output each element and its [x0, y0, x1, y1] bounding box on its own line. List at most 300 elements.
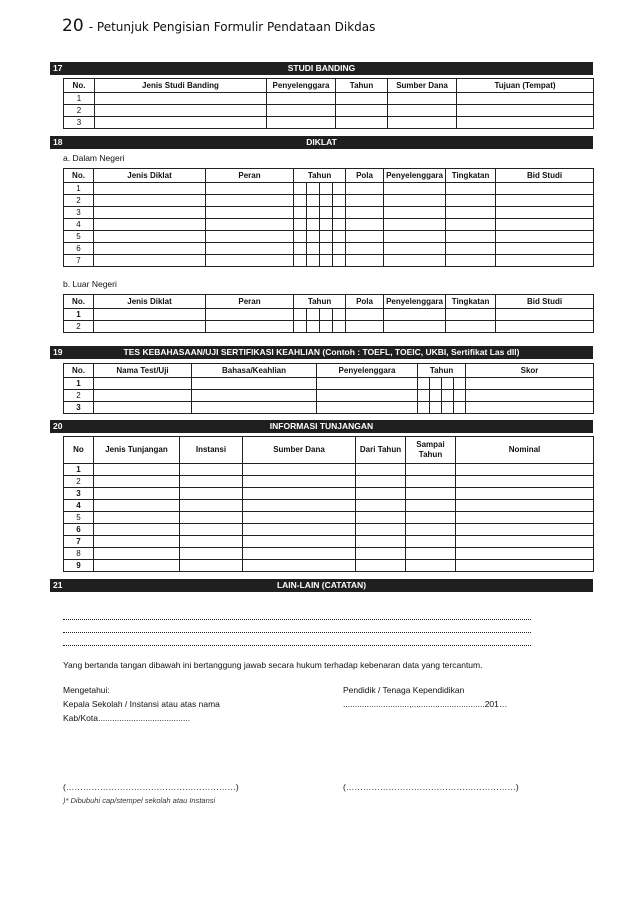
input-cell[interactable] — [294, 183, 307, 195]
section-number: 17 — [53, 63, 63, 73]
input-cell[interactable] — [94, 309, 206, 321]
input-cell[interactable] — [406, 548, 456, 560]
input-cell[interactable] — [442, 378, 454, 390]
input-cell[interactable] — [388, 105, 457, 117]
table-row — [64, 488, 594, 500]
input-cell[interactable] — [406, 512, 456, 524]
input-cell[interactable] — [384, 243, 446, 255]
input-cell[interactable] — [94, 548, 180, 560]
input-cell[interactable] — [454, 378, 466, 390]
table-row — [64, 378, 594, 390]
column-header: No — [64, 437, 94, 464]
row-number: 1 — [64, 183, 94, 195]
input-cell[interactable] — [496, 207, 594, 219]
input-cell[interactable] — [206, 309, 294, 321]
input-cell[interactable] — [243, 512, 356, 524]
input-cell[interactable] — [442, 390, 454, 402]
input-cell[interactable] — [333, 243, 346, 255]
input-cell[interactable] — [267, 117, 336, 129]
input-cell[interactable] — [406, 536, 456, 548]
column-header: Jenis Tunjangan — [94, 437, 180, 464]
input-cell[interactable] — [307, 255, 320, 267]
column-header: Bid Studi — [496, 295, 594, 309]
input-cell[interactable] — [356, 464, 406, 476]
input-cell[interactable] — [320, 195, 333, 207]
section-number: 19 — [53, 347, 63, 357]
input-cell[interactable] — [94, 500, 180, 512]
table-row — [64, 321, 594, 333]
row-number: 1 — [64, 309, 94, 321]
row-number: 1 — [64, 464, 94, 476]
input-cell[interactable] — [243, 560, 356, 572]
input-cell[interactable] — [356, 536, 406, 548]
input-cell[interactable] — [180, 524, 243, 536]
input-cell[interactable] — [446, 309, 496, 321]
input-cell[interactable] — [346, 309, 384, 321]
input-cell[interactable] — [346, 321, 384, 333]
input-cell[interactable] — [333, 207, 346, 219]
input-cell[interactable] — [446, 207, 496, 219]
diklat-dalam-negeri-table — [63, 168, 594, 267]
input-cell[interactable] — [333, 231, 346, 243]
input-cell[interactable] — [307, 183, 320, 195]
input-cell[interactable] — [384, 231, 446, 243]
input-cell[interactable] — [180, 476, 243, 488]
input-cell[interactable] — [496, 243, 594, 255]
table-row — [64, 195, 594, 207]
input-cell[interactable] — [192, 378, 317, 390]
input-cell[interactable] — [94, 183, 206, 195]
input-cell[interactable] — [384, 309, 446, 321]
row-number: 3 — [64, 488, 94, 500]
input-cell[interactable] — [294, 309, 307, 321]
column-header: Instansi — [180, 437, 243, 464]
row-number: 3 — [64, 207, 94, 219]
input-cell[interactable] — [446, 219, 496, 231]
section-bar-17 — [50, 62, 593, 75]
input-cell[interactable] — [496, 255, 594, 267]
input-cell[interactable] — [94, 512, 180, 524]
section-bar-18 — [50, 136, 593, 149]
input-cell[interactable] — [206, 231, 294, 243]
row-number: 2 — [64, 321, 94, 333]
input-cell[interactable] — [446, 195, 496, 207]
input-cell[interactable] — [446, 255, 496, 267]
column-header: Bid Studi — [496, 169, 594, 183]
input-cell[interactable] — [320, 243, 333, 255]
input-cell[interactable] — [307, 321, 320, 333]
table-row — [64, 219, 594, 231]
input-cell[interactable] — [346, 207, 384, 219]
input-cell[interactable] — [94, 321, 206, 333]
column-header: Peran — [206, 169, 294, 183]
right-signature-line: (……………………………………………………) — [343, 782, 519, 792]
row-number: 1 — [64, 93, 95, 105]
column-header: Sumber Dana — [388, 79, 457, 93]
input-cell[interactable] — [456, 476, 594, 488]
input-cell[interactable] — [356, 524, 406, 536]
input-cell[interactable] — [94, 243, 206, 255]
diklat-luar-negeri-table — [63, 294, 594, 333]
input-cell[interactable] — [496, 195, 594, 207]
input-cell[interactable] — [346, 195, 384, 207]
section-title: INFORMASI TUNJANGAN — [269, 421, 374, 431]
input-cell[interactable] — [442, 402, 454, 414]
table-row — [64, 536, 594, 548]
input-cell[interactable] — [206, 183, 294, 195]
input-cell[interactable] — [94, 378, 192, 390]
input-cell[interactable] — [333, 309, 346, 321]
input-cell[interactable] — [94, 219, 206, 231]
table-row — [64, 117, 594, 129]
input-cell[interactable] — [94, 255, 206, 267]
input-cell[interactable] — [95, 117, 267, 129]
table-row — [64, 207, 594, 219]
input-cell[interactable] — [384, 195, 446, 207]
mengetahui-label: Mengetahui: — [63, 685, 110, 695]
section-number: 18 — [53, 137, 63, 147]
input-cell[interactable] — [356, 512, 406, 524]
input-cell[interactable] — [320, 219, 333, 231]
input-cell[interactable] — [192, 402, 317, 414]
input-cell[interactable] — [94, 560, 180, 572]
input-cell[interactable] — [180, 500, 243, 512]
input-cell[interactable] — [206, 321, 294, 333]
row-number: 7 — [64, 536, 94, 548]
input-cell[interactable] — [336, 93, 388, 105]
input-cell[interactable] — [446, 183, 496, 195]
input-cell[interactable] — [406, 524, 456, 536]
input-cell[interactable] — [267, 105, 336, 117]
input-cell[interactable] — [180, 464, 243, 476]
column-header: Tahun — [336, 79, 388, 93]
input-cell[interactable] — [94, 524, 180, 536]
responsibility-statement: Yang bertanda tangan dibawah ini bertanggung jawab secara hukum terhadap kebenaran data yang tercantum. — [63, 660, 483, 670]
input-cell[interactable] — [192, 390, 317, 402]
input-cell[interactable] — [457, 105, 594, 117]
input-cell[interactable] — [430, 390, 442, 402]
section-title: STUDI BANDING — [287, 63, 356, 73]
input-cell[interactable] — [456, 512, 594, 524]
input-cell[interactable] — [180, 548, 243, 560]
input-cell[interactable] — [457, 93, 594, 105]
input-cell[interactable] — [356, 488, 406, 500]
column-header: Nama Test/Uji — [94, 364, 192, 378]
input-cell[interactable] — [206, 219, 294, 231]
input-cell[interactable] — [94, 195, 206, 207]
input-cell[interactable] — [388, 93, 457, 105]
input-cell[interactable] — [320, 255, 333, 267]
input-cell[interactable] — [267, 93, 336, 105]
input-cell[interactable] — [94, 207, 206, 219]
table-header-row — [64, 364, 594, 378]
input-cell[interactable] — [454, 402, 466, 414]
page-header — [62, 16, 375, 36]
input-cell[interactable] — [243, 500, 356, 512]
table-row — [64, 524, 594, 536]
input-cell[interactable] — [388, 117, 457, 129]
input-cell[interactable] — [466, 378, 594, 390]
row-number: 6 — [64, 524, 94, 536]
input-cell[interactable] — [320, 309, 333, 321]
input-cell[interactable] — [406, 500, 456, 512]
row-number: 9 — [64, 560, 94, 572]
section-title: TES KEBAHASAAN/UJI SERTIFIKASI KEAHLIAN (Contoh : TOEFL, TOEIC, UKBI, Sertifikat Las dll) — [123, 347, 520, 357]
column-header: Jenis Studi Banding — [95, 79, 267, 93]
input-cell[interactable] — [456, 500, 594, 512]
input-cell[interactable] — [406, 464, 456, 476]
input-cell[interactable] — [243, 464, 356, 476]
section-bar-21 — [50, 579, 593, 592]
table-header-row — [64, 169, 594, 183]
input-cell[interactable] — [94, 536, 180, 548]
row-number: 5 — [64, 512, 94, 524]
table-row — [64, 464, 594, 476]
input-cell[interactable] — [346, 231, 384, 243]
section-bar-20 — [50, 420, 593, 433]
table-row — [64, 512, 594, 524]
input-cell[interactable] — [243, 476, 356, 488]
input-cell[interactable] — [180, 536, 243, 548]
input-cell[interactable] — [317, 390, 418, 402]
table-row — [64, 105, 594, 117]
input-cell[interactable] — [294, 243, 307, 255]
input-cell[interactable] — [317, 402, 418, 414]
input-cell[interactable] — [294, 231, 307, 243]
input-cell[interactable] — [333, 321, 346, 333]
input-cell[interactable] — [180, 488, 243, 500]
catatan-line[interactable] — [63, 645, 531, 646]
row-number: 2 — [64, 476, 94, 488]
column-header: Pola — [346, 169, 384, 183]
input-cell[interactable] — [406, 560, 456, 572]
column-header: Skor — [466, 364, 594, 378]
input-cell[interactable] — [418, 390, 430, 402]
input-cell[interactable] — [496, 231, 594, 243]
date-line: ............................,...............................201… — [343, 699, 508, 709]
page-title: - Petunjuk Pengisian Formulir Pendataan Dikdas — [88, 20, 376, 34]
column-header: Penyelenggara — [317, 364, 418, 378]
input-cell[interactable] — [320, 231, 333, 243]
table-row — [64, 231, 594, 243]
column-header: Penyelenggara — [384, 169, 446, 183]
input-cell[interactable] — [430, 378, 442, 390]
input-cell[interactable] — [418, 402, 430, 414]
row-number: 8 — [64, 548, 94, 560]
table-row — [64, 390, 594, 402]
input-cell[interactable] — [466, 390, 594, 402]
stamp-note: )* Dibubuhi cap/stempel sekolah atau Instansi — [63, 796, 216, 805]
row-number: 1 — [64, 378, 94, 390]
input-cell[interactable] — [206, 207, 294, 219]
input-cell[interactable] — [243, 488, 356, 500]
input-cell[interactable] — [384, 207, 446, 219]
column-header: No. — [64, 295, 94, 309]
column-header: Jenis Diklat — [94, 169, 206, 183]
section-number: 20 — [53, 421, 63, 431]
input-cell[interactable] — [406, 488, 456, 500]
input-cell[interactable] — [456, 548, 594, 560]
input-cell[interactable] — [94, 402, 192, 414]
row-number: 2 — [64, 105, 95, 117]
input-cell[interactable] — [294, 195, 307, 207]
row-number: 3 — [64, 402, 94, 414]
table-header-row — [64, 295, 594, 309]
input-cell[interactable] — [317, 378, 418, 390]
table-row — [64, 183, 594, 195]
table-row — [64, 243, 594, 255]
table-row — [64, 255, 594, 267]
column-header: Penyelenggara — [384, 295, 446, 309]
input-cell[interactable] — [294, 255, 307, 267]
section-title: LAIN-LAIN (CATATAN) — [276, 580, 367, 590]
input-cell[interactable] — [320, 183, 333, 195]
input-cell[interactable] — [333, 219, 346, 231]
input-cell[interactable] — [180, 512, 243, 524]
input-cell[interactable] — [294, 207, 307, 219]
column-header: Pola — [346, 295, 384, 309]
table-header-row — [64, 437, 594, 464]
input-cell[interactable] — [333, 195, 346, 207]
input-cell[interactable] — [333, 183, 346, 195]
input-cell[interactable] — [496, 321, 594, 333]
input-cell[interactable] — [418, 378, 430, 390]
input-cell[interactable] — [307, 207, 320, 219]
column-header: Sumber Dana — [243, 437, 356, 464]
tes-kebahasaan-table — [63, 363, 594, 414]
column-header: Peran — [206, 295, 294, 309]
input-cell[interactable] — [384, 219, 446, 231]
input-cell[interactable] — [456, 464, 594, 476]
table-row — [64, 500, 594, 512]
dalam-negeri-label: a. Dalam Negeri — [63, 153, 125, 163]
studi-banding-table — [63, 78, 594, 129]
input-cell[interactable] — [307, 309, 320, 321]
column-header: No. — [64, 169, 94, 183]
pendidik-label: Pendidik / Tenaga Kependidikan — [343, 685, 465, 695]
input-cell[interactable] — [356, 560, 406, 572]
input-cell[interactable] — [446, 321, 496, 333]
page-number: 20 — [62, 16, 84, 36]
table-header-row — [64, 79, 594, 93]
table-row — [64, 560, 594, 572]
input-cell[interactable] — [346, 255, 384, 267]
input-cell[interactable] — [307, 195, 320, 207]
input-cell[interactable] — [446, 231, 496, 243]
input-cell[interactable] — [336, 117, 388, 129]
input-cell[interactable] — [356, 500, 406, 512]
input-cell[interactable] — [243, 536, 356, 548]
input-cell[interactable] — [320, 207, 333, 219]
input-cell[interactable] — [94, 231, 206, 243]
column-header: Sampai Tahun — [406, 437, 456, 464]
row-number: 2 — [64, 195, 94, 207]
input-cell[interactable] — [336, 105, 388, 117]
input-cell[interactable] — [320, 321, 333, 333]
input-cell[interactable] — [307, 243, 320, 255]
input-cell[interactable] — [384, 183, 446, 195]
column-header: Tahun — [418, 364, 466, 378]
input-cell[interactable] — [496, 183, 594, 195]
column-header: Tingkatan — [446, 169, 496, 183]
input-cell[interactable] — [206, 255, 294, 267]
table-row — [64, 93, 594, 105]
input-cell[interactable] — [307, 219, 320, 231]
input-cell[interactable] — [94, 476, 180, 488]
input-cell[interactable] — [94, 390, 192, 402]
column-header: Tingkatan — [446, 295, 496, 309]
input-cell[interactable] — [456, 560, 594, 572]
input-cell[interactable] — [333, 255, 346, 267]
input-cell[interactable] — [243, 524, 356, 536]
kab-kota-label: Kab/Kota....................................... — [63, 713, 191, 723]
input-cell[interactable] — [346, 219, 384, 231]
input-cell[interactable] — [94, 488, 180, 500]
input-cell[interactable] — [346, 243, 384, 255]
column-header: Dari Tahun — [356, 437, 406, 464]
row-number: 4 — [64, 500, 94, 512]
input-cell[interactable] — [346, 183, 384, 195]
input-cell[interactable] — [356, 548, 406, 560]
input-cell[interactable] — [356, 476, 406, 488]
input-cell[interactable] — [456, 536, 594, 548]
input-cell[interactable] — [457, 117, 594, 129]
section-bar-19 — [50, 346, 593, 359]
input-cell[interactable] — [456, 524, 594, 536]
input-cell[interactable] — [384, 255, 446, 267]
catatan-line[interactable] — [63, 632, 531, 633]
luar-negeri-label: b. Luar Negeri — [63, 279, 117, 289]
column-header: Nominal — [456, 437, 594, 464]
table-row — [64, 402, 594, 414]
column-header: No. — [64, 364, 94, 378]
row-number: 5 — [64, 231, 94, 243]
input-cell[interactable] — [243, 548, 356, 560]
table-row — [64, 309, 594, 321]
input-cell[interactable] — [456, 488, 594, 500]
input-cell[interactable] — [446, 243, 496, 255]
informasi-tunjangan-table — [63, 436, 594, 572]
row-number: 6 — [64, 243, 94, 255]
table-row — [64, 476, 594, 488]
left-signature-line: (……………………………………………………) — [63, 782, 239, 792]
input-cell[interactable] — [294, 219, 307, 231]
column-header: Tahun — [294, 169, 346, 183]
section-title: DIKLAT — [306, 137, 337, 147]
row-number: 2 — [64, 390, 94, 402]
input-cell[interactable] — [206, 243, 294, 255]
input-cell[interactable] — [454, 390, 466, 402]
row-number: 3 — [64, 117, 95, 129]
input-cell[interactable] — [95, 105, 267, 117]
input-cell[interactable] — [180, 560, 243, 572]
input-cell[interactable] — [496, 219, 594, 231]
row-number: 7 — [64, 255, 94, 267]
input-cell[interactable] — [294, 321, 307, 333]
column-header: Jenis Diklat — [94, 295, 206, 309]
input-cell[interactable] — [95, 93, 267, 105]
input-cell[interactable] — [466, 402, 594, 414]
catatan-line[interactable] — [63, 619, 531, 620]
input-cell[interactable] — [307, 231, 320, 243]
input-cell[interactable] — [406, 476, 456, 488]
column-header: Tahun — [294, 295, 346, 309]
input-cell[interactable] — [206, 195, 294, 207]
input-cell[interactable] — [430, 402, 442, 414]
input-cell[interactable] — [94, 464, 180, 476]
input-cell[interactable] — [384, 321, 446, 333]
input-cell[interactable] — [496, 309, 594, 321]
